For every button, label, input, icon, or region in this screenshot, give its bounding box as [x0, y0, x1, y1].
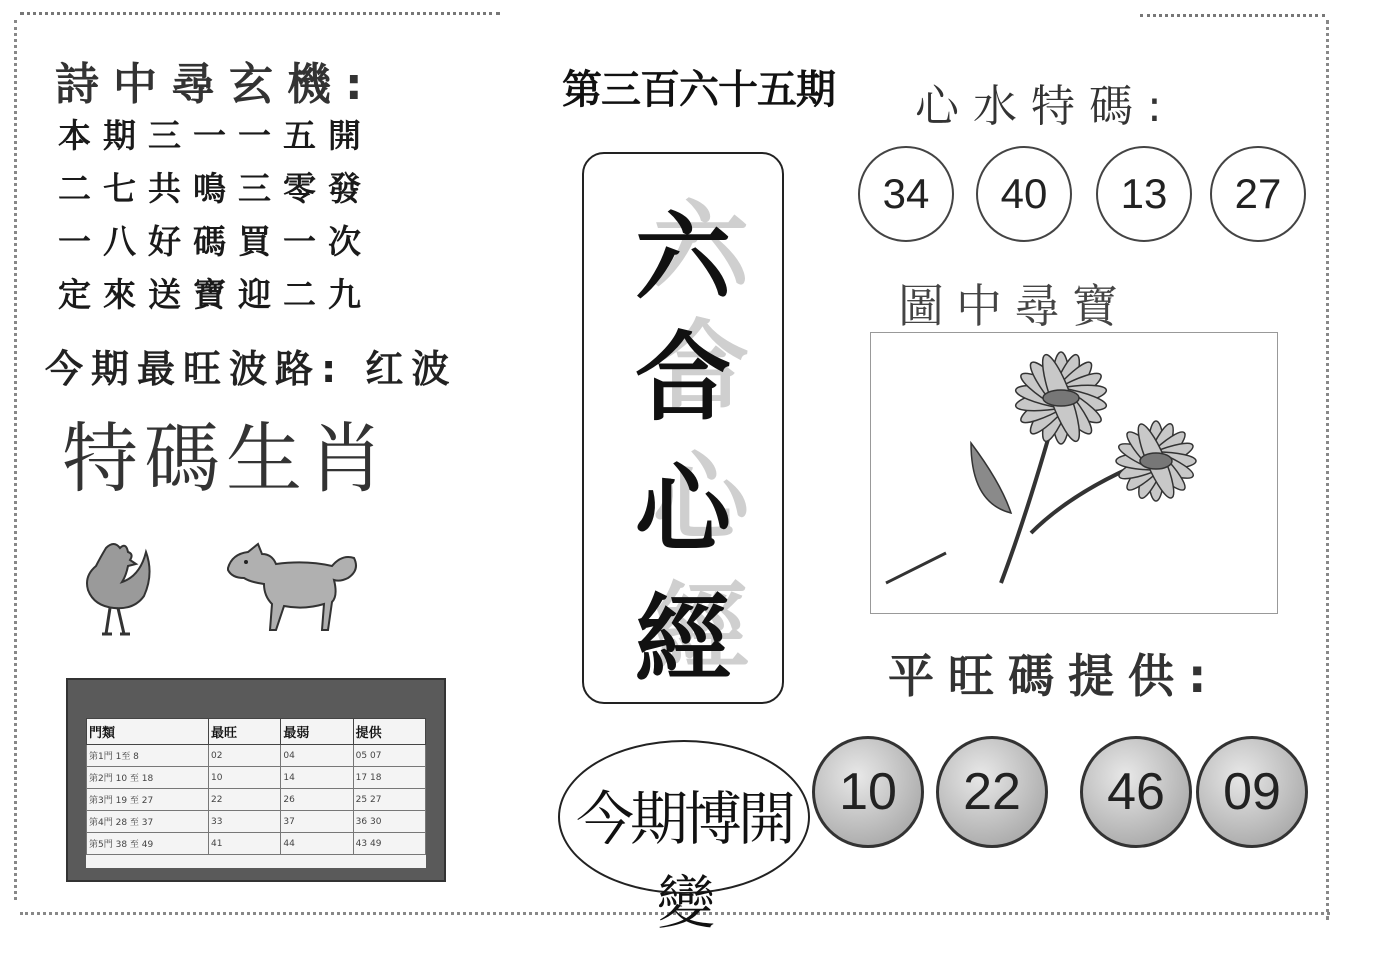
table-cell: 04: [281, 745, 353, 767]
dog-icon: [220, 540, 360, 635]
open-change-text: 今期博開變: [575, 785, 792, 937]
issue-number: 第三百六十五期: [562, 67, 835, 113]
open-change-oval: [558, 740, 810, 937]
prosper-number-ball: 09: [1196, 736, 1308, 848]
table-row: [87, 833, 426, 855]
header-provided: 提供: [353, 719, 425, 745]
table-cell: 17 18: [353, 767, 425, 789]
poem-line-4: 定來送寶迎二九: [58, 275, 373, 314]
table-row: [87, 789, 426, 811]
prosper-number-ball: 22: [936, 736, 1048, 848]
door-table-panel: [66, 678, 446, 882]
table-cell: 37: [281, 811, 353, 833]
flower-image-box: [870, 332, 1278, 614]
poem-line-1: 本期三一一五開: [58, 116, 373, 155]
header-category: 門類: [87, 719, 209, 745]
table-cell: 第4門 28 至 37: [87, 811, 209, 833]
table-cell: 22: [209, 789, 281, 811]
table-cell: 25 27: [353, 789, 425, 811]
table-cell: 10: [209, 767, 281, 789]
scroll-char-2: 合: [635, 322, 731, 434]
treasure-title: 圖中尋寶: [898, 279, 1130, 333]
table-cell: 41: [209, 833, 281, 855]
table-row: [87, 745, 426, 767]
table-cell: 36 30: [353, 811, 425, 833]
daisy-flower-icon: [871, 333, 1277, 613]
prosper-number-ball: 46: [1080, 736, 1192, 848]
border-top-right: [1140, 14, 1325, 25]
scroll-char-4: 經: [635, 584, 731, 696]
table-cell: 14: [281, 767, 353, 789]
table-cell: 第2門 10 至 18: [87, 767, 209, 789]
scroll-char-3: 心: [635, 454, 731, 566]
rooster-icon: [66, 538, 156, 638]
table-header-row: [87, 719, 426, 745]
table-cell: 第5門 38 至 49: [87, 833, 209, 855]
hot-wave-line: 今期最旺波路: 红波: [45, 347, 458, 391]
door-table-inner: [86, 718, 426, 868]
heart-numbers-title: 心水特碼:: [915, 81, 1176, 132]
table-cell: 05 07: [353, 745, 425, 767]
prosper-number-ball: 10: [812, 736, 924, 848]
heart-number-ball: 40: [976, 146, 1072, 242]
border-top-left: [20, 12, 500, 25]
header-weakest: 最弱: [281, 719, 353, 745]
table-cell: 第3門 19 至 27: [87, 789, 209, 811]
heart-number-ball: 27: [1210, 146, 1306, 242]
heart-number-ball: 13: [1096, 146, 1192, 242]
poem-line-3: 一八好碼買一次: [58, 222, 373, 261]
scroll-char-1: 六: [635, 202, 731, 314]
door-table: [86, 718, 426, 855]
poem-line-2: 二七共鳴三零發: [58, 169, 373, 208]
poem-title: 詩中尋玄機:: [55, 59, 377, 110]
border-right: [1326, 20, 1335, 920]
table-cell: 第1門 1至 8: [87, 745, 209, 767]
table-cell: 33: [209, 811, 281, 833]
heart-number-ball: 34: [858, 146, 954, 242]
prosper-numbers-title: 平旺碼提供:: [888, 649, 1221, 703]
table-cell: 44: [281, 833, 353, 855]
table-cell: 43 49: [353, 833, 425, 855]
table-row: [87, 767, 426, 789]
table-cell: 02: [209, 745, 281, 767]
table-row: [87, 811, 426, 833]
table-cell: 26: [281, 789, 353, 811]
border-left: [14, 20, 23, 900]
header-hottest: 最旺: [209, 719, 281, 745]
zodiac-title: 特碼生肖: [62, 414, 390, 503]
six-heart-scroll: [582, 152, 784, 704]
